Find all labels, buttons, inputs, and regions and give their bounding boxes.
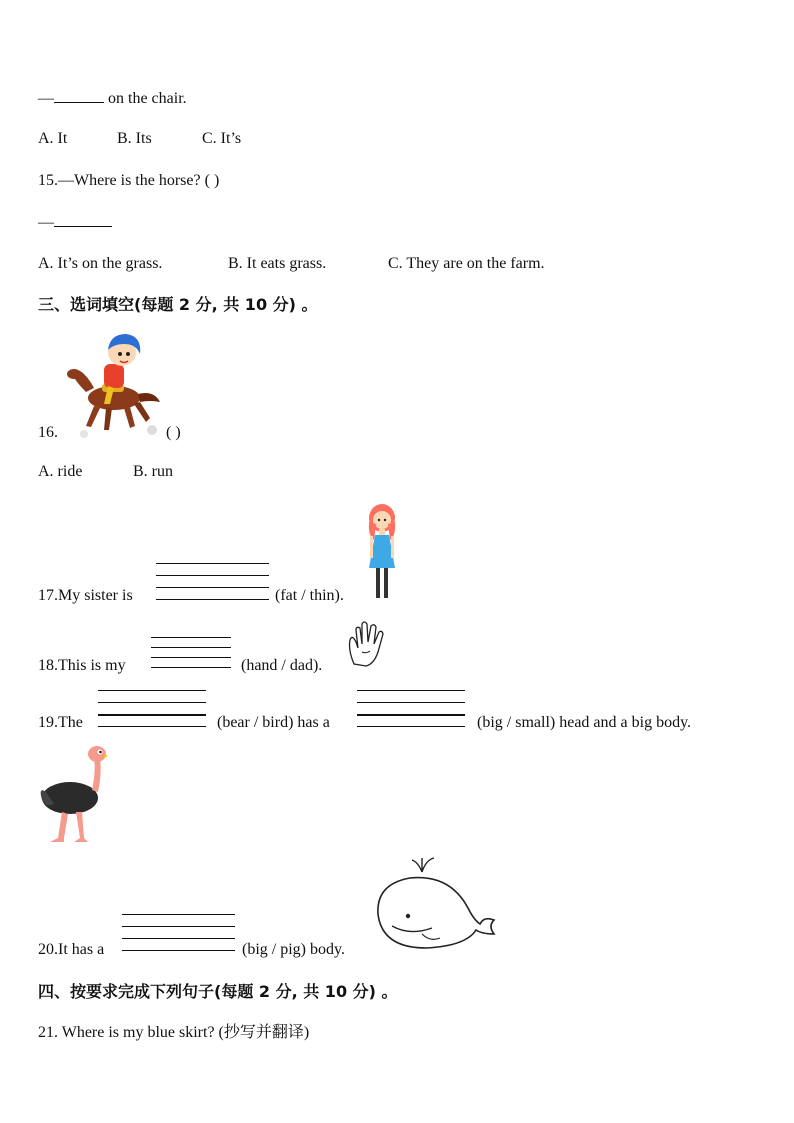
q16-options: [38, 462, 173, 482]
q15-blank[interactable]: [54, 212, 112, 227]
q17-writing-lines[interactable]: [156, 563, 269, 601]
q15-answer-line: —: [38, 212, 112, 233]
q14-options: [38, 129, 241, 149]
q21-question: 21. Where is my blue skirt? (抄写并翻译): [38, 1024, 310, 1041]
q16-line: 16.: [38, 424, 58, 441]
ostrich-image: [36, 742, 108, 846]
q15-question: 15.—Where is the horse? ( ): [38, 172, 220, 189]
q14-option-c[interactable]: C. It’s: [202, 130, 242, 147]
q18-before: 18.This is my: [38, 657, 126, 674]
q14-option-b[interactable]: B. Its: [117, 130, 152, 147]
q19-writing-lines-1[interactable]: [98, 690, 206, 728]
whale-image: [370, 854, 500, 954]
q17-after: (fat / thin).: [275, 587, 344, 604]
q15-option-b[interactable]: B. It eats grass.: [228, 255, 327, 272]
q20-before: 20.It has a: [38, 941, 105, 958]
q19-middle: (bear / bird) has a: [217, 714, 330, 731]
q14-option-a[interactable]: A. It: [38, 130, 68, 147]
hand-image: [344, 620, 388, 668]
boy-riding-horse-image: [64, 330, 164, 440]
q20-after: (big / pig) body.: [242, 941, 345, 958]
q19-writing-lines-2[interactable]: [357, 690, 465, 728]
q16-option-a[interactable]: A. ride: [38, 463, 83, 480]
section-4-title: 四、按要求完成下列句子(每题 2 分, 共 10 分) 。: [38, 982, 398, 1001]
q17-before: 17.My sister is: [38, 587, 133, 604]
q19-before: 19.The: [38, 714, 83, 731]
q15-option-c[interactable]: C. They are on the farm.: [388, 255, 545, 272]
q15-option-a[interactable]: A. It’s on the grass.: [38, 255, 163, 272]
q15-options: [38, 254, 545, 274]
q14-answer-line: — on the chair.: [38, 90, 187, 107]
q18-after: (hand / dad).: [241, 657, 323, 674]
thin-girl-image: [362, 502, 402, 604]
q19-after: (big / small) head and a big body.: [477, 714, 692, 731]
q14-blank[interactable]: [54, 88, 104, 103]
section-3-title: 三、选词填空(每题 2 分, 共 10 分) 。: [38, 295, 318, 314]
q16-paren[interactable]: ( ): [166, 424, 181, 441]
q16-option-b[interactable]: B. run: [133, 463, 173, 480]
q18-writing-lines[interactable]: [151, 637, 231, 669]
q20-writing-lines[interactable]: [122, 914, 235, 952]
